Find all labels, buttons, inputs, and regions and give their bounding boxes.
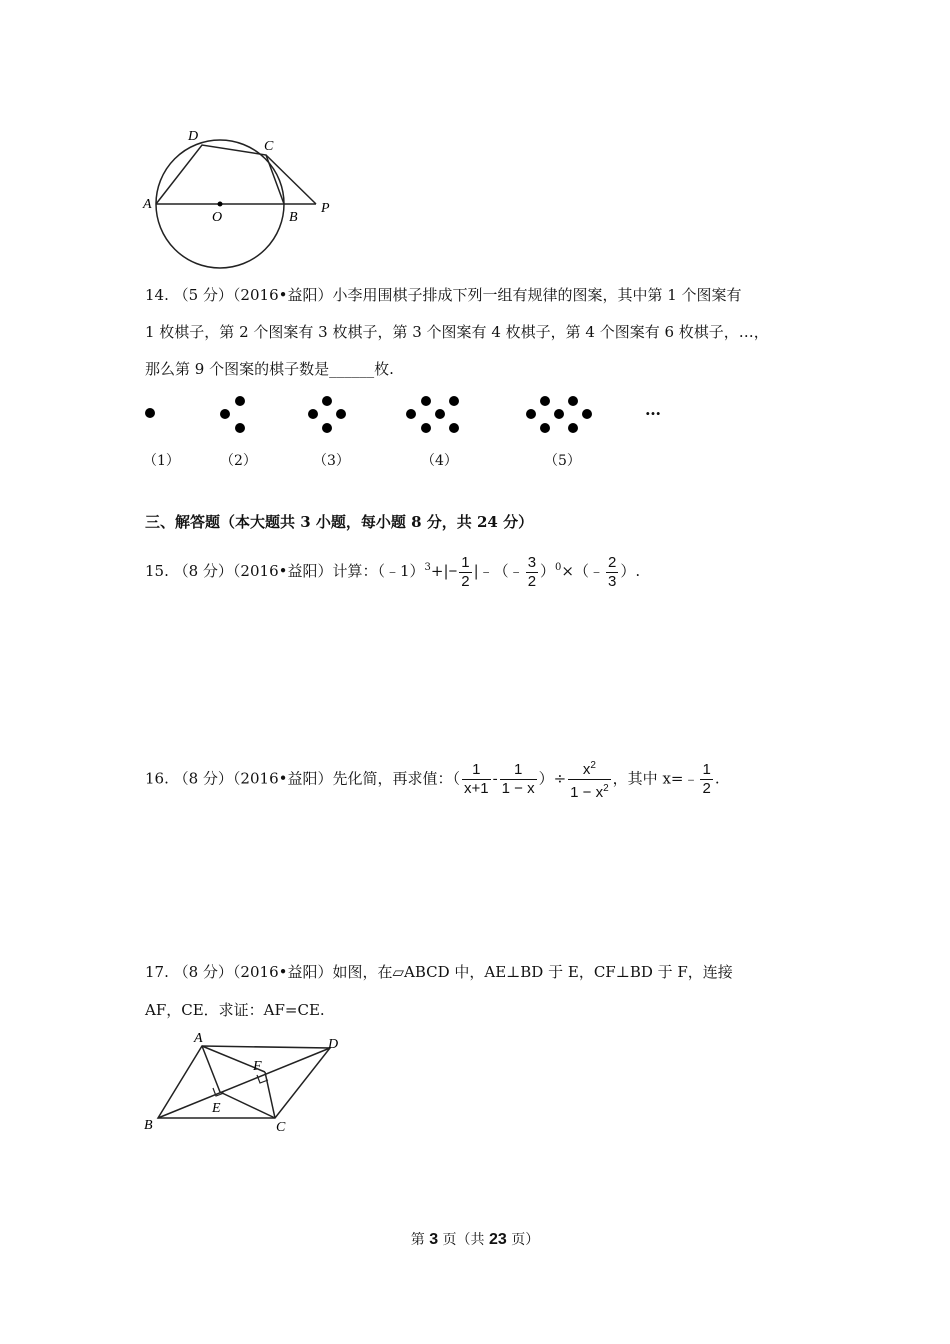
q15-times: ×（﹣ [561, 562, 604, 580]
q14-line-3: 那么第 9 个图案的棋子数是______枚. [145, 360, 394, 378]
pattern-label-1: （1） [143, 453, 180, 469]
stone [568, 396, 578, 406]
q15-line [145, 548, 640, 592]
circle-figure [140, 122, 340, 272]
section-heading: 三、解答题（本大题共 3 小题，每小题 8 分，共 24 分） [145, 513, 534, 531]
label-C: C [264, 139, 274, 154]
stone [421, 423, 431, 433]
label-D: D [328, 1037, 339, 1052]
page-footer [0, 1229, 950, 1249]
q15-abs-close: |﹣（﹣ [473, 562, 524, 580]
footer-total-pages: 23 [489, 1231, 507, 1248]
stone [540, 396, 550, 406]
stone [435, 409, 445, 419]
label-F: F [253, 1059, 262, 1074]
q15-abs-open: +| [430, 562, 449, 580]
stone [308, 409, 318, 419]
stone [526, 409, 536, 419]
q15-fraction-1: $\frac{1}{2}$ [461, 553, 470, 590]
q15-fraction-2: $\frac{3}{2}$ [527, 553, 537, 590]
q17-line-2: AF，CE．求证：AF=CE. [145, 1001, 325, 1019]
q16-minus: - [492, 769, 498, 788]
stone [449, 423, 459, 433]
stone [568, 423, 578, 433]
q15-end: ）. [620, 562, 641, 580]
label-C: C [276, 1120, 286, 1135]
label-A: A [194, 1031, 203, 1046]
pattern-label-4: （4） [421, 453, 458, 469]
pattern-ellipsis: … [645, 400, 661, 419]
label-A: A [143, 197, 152, 212]
q15-fraction-3: $\frac{2}{3}$ [608, 553, 617, 590]
q16-prefix: 16. （8 分）（2016•益阳）先化简，再求值：（ [145, 769, 460, 788]
pattern-label-3: （3） [313, 453, 350, 469]
stone [449, 396, 459, 406]
label-B: B [289, 210, 298, 225]
stone [540, 423, 550, 433]
stone [336, 409, 346, 419]
stone [235, 423, 245, 433]
q16-line [145, 757, 720, 802]
q16-fraction-4: $\frac{1}{2}$ [702, 761, 711, 797]
label-O: O [212, 210, 223, 225]
pattern-label-2: （2） [220, 453, 257, 469]
stone [421, 396, 431, 406]
q16-mid: ，其中 x=﹣ [612, 769, 699, 788]
q15-close0: ） [540, 562, 556, 580]
stone [145, 408, 155, 418]
stone [322, 396, 332, 406]
pattern-label-5: （5） [544, 453, 581, 469]
stone [220, 409, 230, 419]
label-D: D [188, 129, 199, 144]
label-E: E [212, 1101, 221, 1116]
label-P: P [321, 201, 330, 216]
stone [582, 409, 592, 419]
q15-exp0: 0 [555, 562, 562, 573]
q14-line-2: 1 枚棋子，第 2 个图案有 3 枚棋子，第 3 个图案有 4 枚棋子，第 4 个图案有 6 枚棋子，…， [145, 323, 769, 341]
q17-line-1: 17. （8 分）（2016•益阳）如图，在▱ABCD 中，AE⊥BD 于 E，CF⊥BD 于 F，连接 [145, 963, 733, 981]
q16-fraction-2: $\frac{1}{1 - x}$ [501, 761, 535, 797]
q16-fraction-3: $\frac{x^2}{1 - x^2}$ [568, 757, 611, 802]
footer-pre: 第 [410, 1232, 430, 1248]
q15-neg: − [448, 563, 458, 580]
stone [554, 409, 564, 419]
label-B: B [144, 1118, 153, 1133]
footer-mid: 页（共 [438, 1232, 489, 1248]
q16-div: ）÷ [538, 769, 567, 788]
q15-exp3: 3 [424, 562, 431, 573]
stone [406, 409, 416, 419]
q15-prefix: 15. （8 分）（2016•益阳）计算：（﹣1） [145, 562, 425, 580]
parallelogram-figure [140, 1030, 350, 1135]
footer-page-number: 3 [429, 1231, 439, 1248]
q14-line-1: 14. （5 分）（2016•益阳）小李用围棋子排成下列一组有规律的图案，其中第 1 个图案有 [145, 286, 742, 304]
q16-end: . [714, 769, 720, 788]
q16-fraction-1: $\frac{1}{x+1}$ [463, 761, 489, 797]
stone [235, 396, 245, 406]
footer-post: 页） [506, 1232, 540, 1248]
stone [322, 423, 332, 433]
